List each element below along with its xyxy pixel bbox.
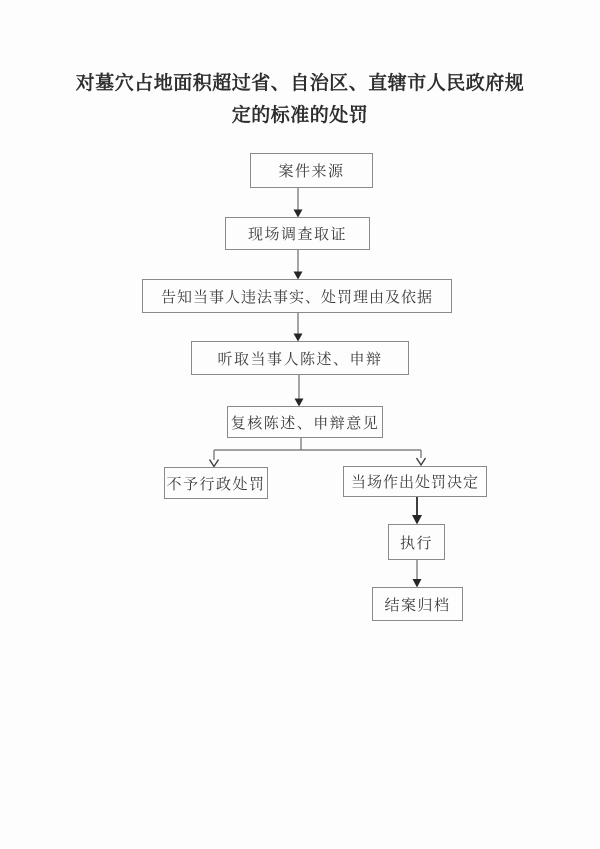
flow-node-review: 复核陈述、申辩意见: [227, 406, 383, 438]
flow-node-execute: 执行: [388, 524, 445, 560]
arrowhead-onsite-decision: [417, 458, 426, 465]
flow-node-onsite-decision: 当场作出处罚决定: [343, 466, 487, 497]
flow-node-case-source: 案件来源: [250, 153, 373, 188]
flow-node-no-penalty: 不予行政处罚: [164, 467, 268, 499]
flow-node-investigation: 现场调查取证: [225, 217, 370, 250]
page-title-line1: 对墓穴占地面积超过省、自治区、直辖市人民政府规: [75, 73, 525, 94]
arrowhead-no-penalty: [210, 460, 219, 467]
flow-node-hearing: 听取当事人陈述、申辩: [191, 341, 409, 375]
flow-node-notify: 告知当事人违法事实、处罚理由及依据: [142, 279, 452, 313]
flow-node-archive: 结案归档: [372, 587, 463, 621]
page-title-line2: 定的标准的处罚: [231, 105, 369, 126]
